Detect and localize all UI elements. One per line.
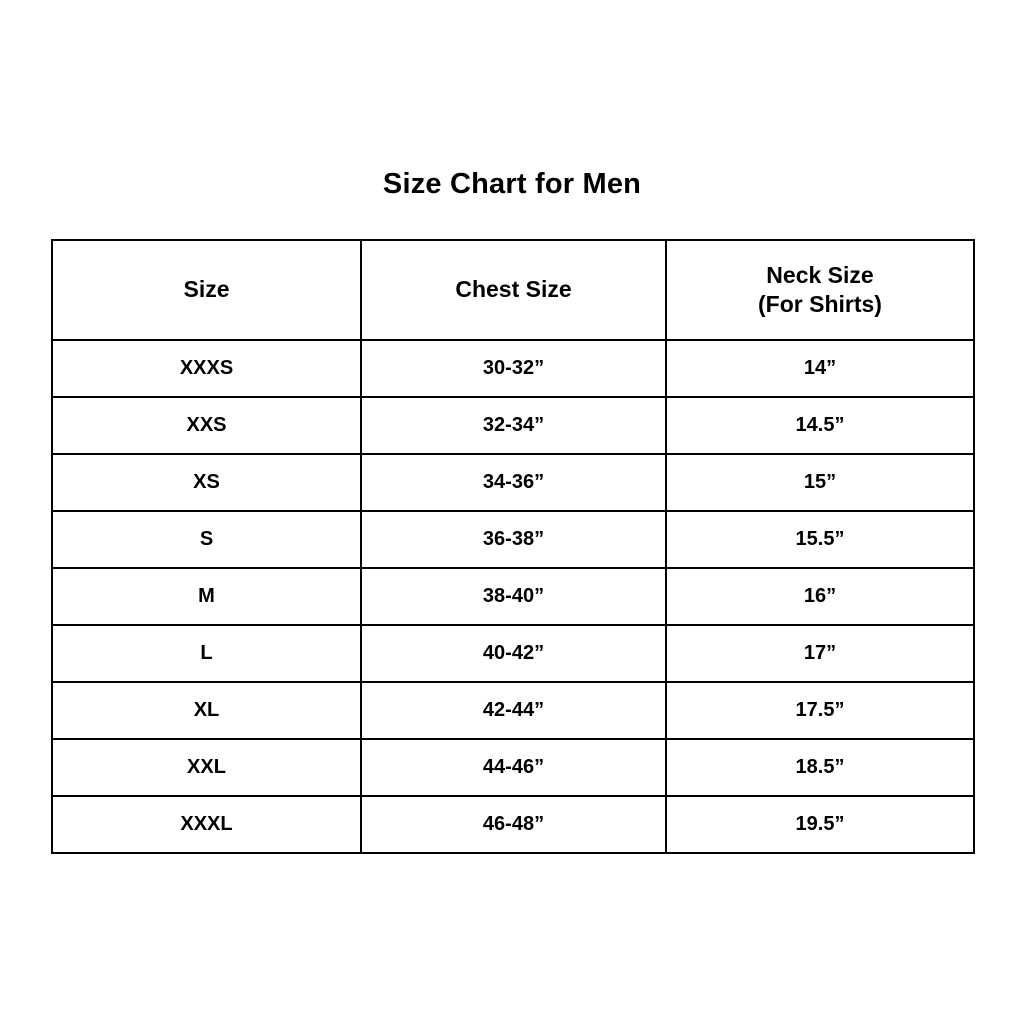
cell-neck: 19.5” [666,796,974,853]
table-row [52,739,974,796]
column-header-size-label: Size [183,276,230,303]
cell-neck: 17.5” [666,682,974,739]
cell-size: L [52,625,361,682]
column-header-chest [361,240,666,340]
table-row [52,796,974,853]
cell-size: XXL [52,739,361,796]
cell-chest: 42-44” [361,682,666,739]
cell-size: XXXL [52,796,361,853]
cell-chest: 34-36” [361,454,666,511]
cell-neck: 14” [666,340,974,397]
table-header-row [52,240,974,340]
table-row [52,568,974,625]
cell-size: S [52,511,361,568]
table-row [52,511,974,568]
column-header-chest-label: Chest Size [455,276,572,303]
cell-chest: 40-42” [361,625,666,682]
cell-chest: 30-32” [361,340,666,397]
cell-neck: 16” [666,568,974,625]
column-header-neck-sublabel: (For Shirts) [758,291,882,317]
page-title: Size Chart for Men [382,168,642,200]
cell-chest: 36-38” [361,511,666,568]
column-header-neck-label: Neck Size [766,261,874,288]
cell-neck: 17” [666,625,974,682]
cell-chest: 32-34” [361,397,666,454]
cell-chest: 46-48” [361,796,666,853]
cell-size: XS [52,454,361,511]
size-chart-table [51,239,975,854]
cell-chest: 38-40” [361,568,666,625]
table-row [52,625,974,682]
column-header-neck [666,240,974,340]
table-row [52,682,974,739]
cell-size: XXS [52,397,361,454]
cell-neck: 14.5” [666,397,974,454]
cell-size: XL [52,682,361,739]
cell-chest: 44-46” [361,739,666,796]
column-header-size [52,240,361,340]
cell-neck: 15” [666,454,974,511]
table-row [52,340,974,397]
table-row [52,454,974,511]
cell-neck: 18.5” [666,739,974,796]
cell-size: XXXS [52,340,361,397]
cell-size: M [52,568,361,625]
cell-neck: 15.5” [666,511,974,568]
table-row [52,397,974,454]
